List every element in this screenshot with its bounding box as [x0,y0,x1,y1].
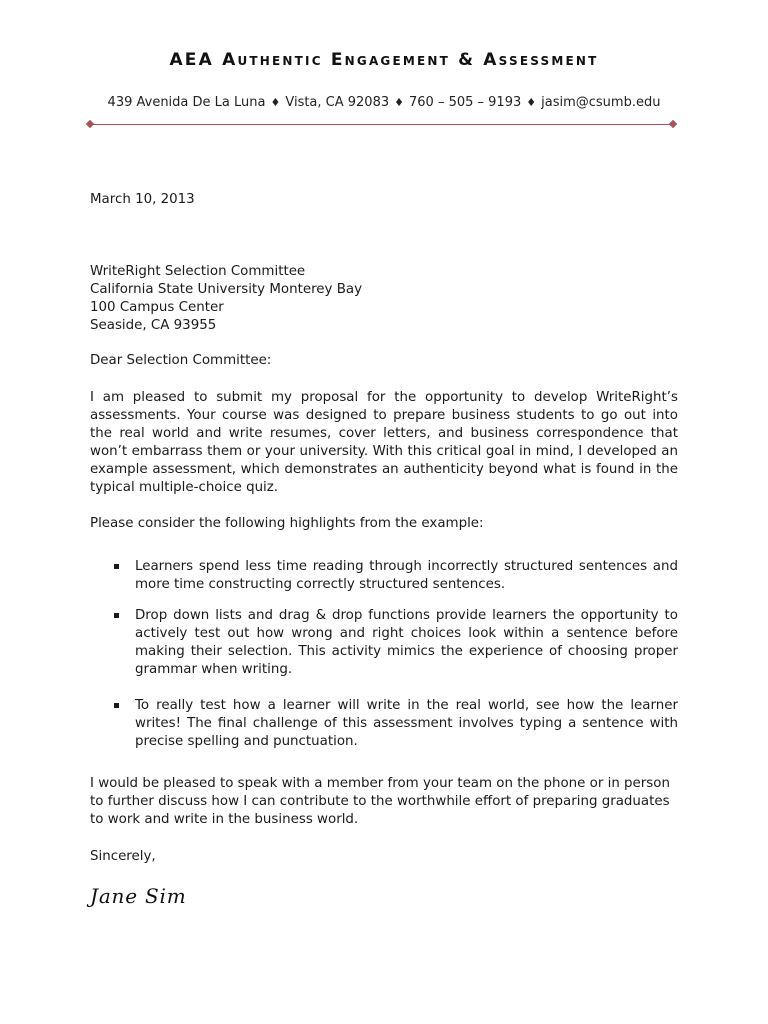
list-item-text: Learners spend less time reading through incorrectly structured sentences and more time constructing correctly structured sentences. [135,559,678,592]
square-bullet-icon [114,703,119,708]
separator-diamond-icon: ♦ [394,96,404,109]
separator-diamond-icon: ♦ [526,96,537,109]
highlights-intro: Please consider the following highlights from the example: [90,516,484,531]
square-bullet-icon [114,564,119,569]
letterhead-contact-line [0,95,768,110]
contact-phone: 760 – 505 – 9193 [409,95,522,110]
list-item [90,697,678,751]
contact-address: 439 Avenida De La Luna [107,95,266,110]
signature: Jane Sim [90,884,187,908]
recipient-line: WriteRight Selection Committee [90,264,306,279]
letterhead-title: AEA Authentic Engagement & Assessment [169,50,599,70]
letterhead-divider [90,124,674,125]
valediction: Sincerely, [90,849,156,864]
salutation: Dear Selection Committee: [90,353,272,368]
separator-diamond-icon: ♦ [270,96,281,109]
recipient-line: 100 Campus Center [90,300,224,315]
highlights-list [90,558,678,751]
letter-date: March 10, 2013 [90,192,195,207]
contact-email: jasim@csumb.edu [541,95,661,110]
list-item-text: Drop down lists and drag & drop functions provide learners the opportunity to actively test out how wrong and right choices look within a sentence before making their selection. This activity mimics the experience of choosing proper grammar when writing. [135,608,678,677]
list-item [90,558,678,607]
divider-diamond-icon [86,120,94,128]
square-bullet-icon [114,613,119,618]
recipient-address [90,263,678,335]
divider-diamond-icon [669,120,677,128]
list-item-text: To really test how a learner will write in the real world, see how the learner writes! The final challenge of this assessment involves typing a sentence with precise spelling and punctuation. [135,698,678,749]
list-item [90,607,678,697]
closing-paragraph: I would be pleased to speak with a member from your team on the phone or in person to further discuss how I can contribute to the worthwhile effort of preparing graduates to work and write in the business world. [90,776,670,827]
body-paragraph: I am pleased to submit my proposal for the opportunity to develop WriteRight’s assessments. Your course was designed to prepare business students to go out into the real world and write resumes, cover letters, and business correspondence that won’t embarrass them or your university. With this critical goal in mind, I developed an example assessment, which demonstrates an authenticity beyond what is found in the typical multiple-choice quiz. [90,390,678,495]
recipient-line: California State University Monterey Bay [90,282,363,297]
contact-city: Vista, CA 92083 [285,95,390,110]
recipient-line: Seaside, CA 93955 [90,318,217,333]
